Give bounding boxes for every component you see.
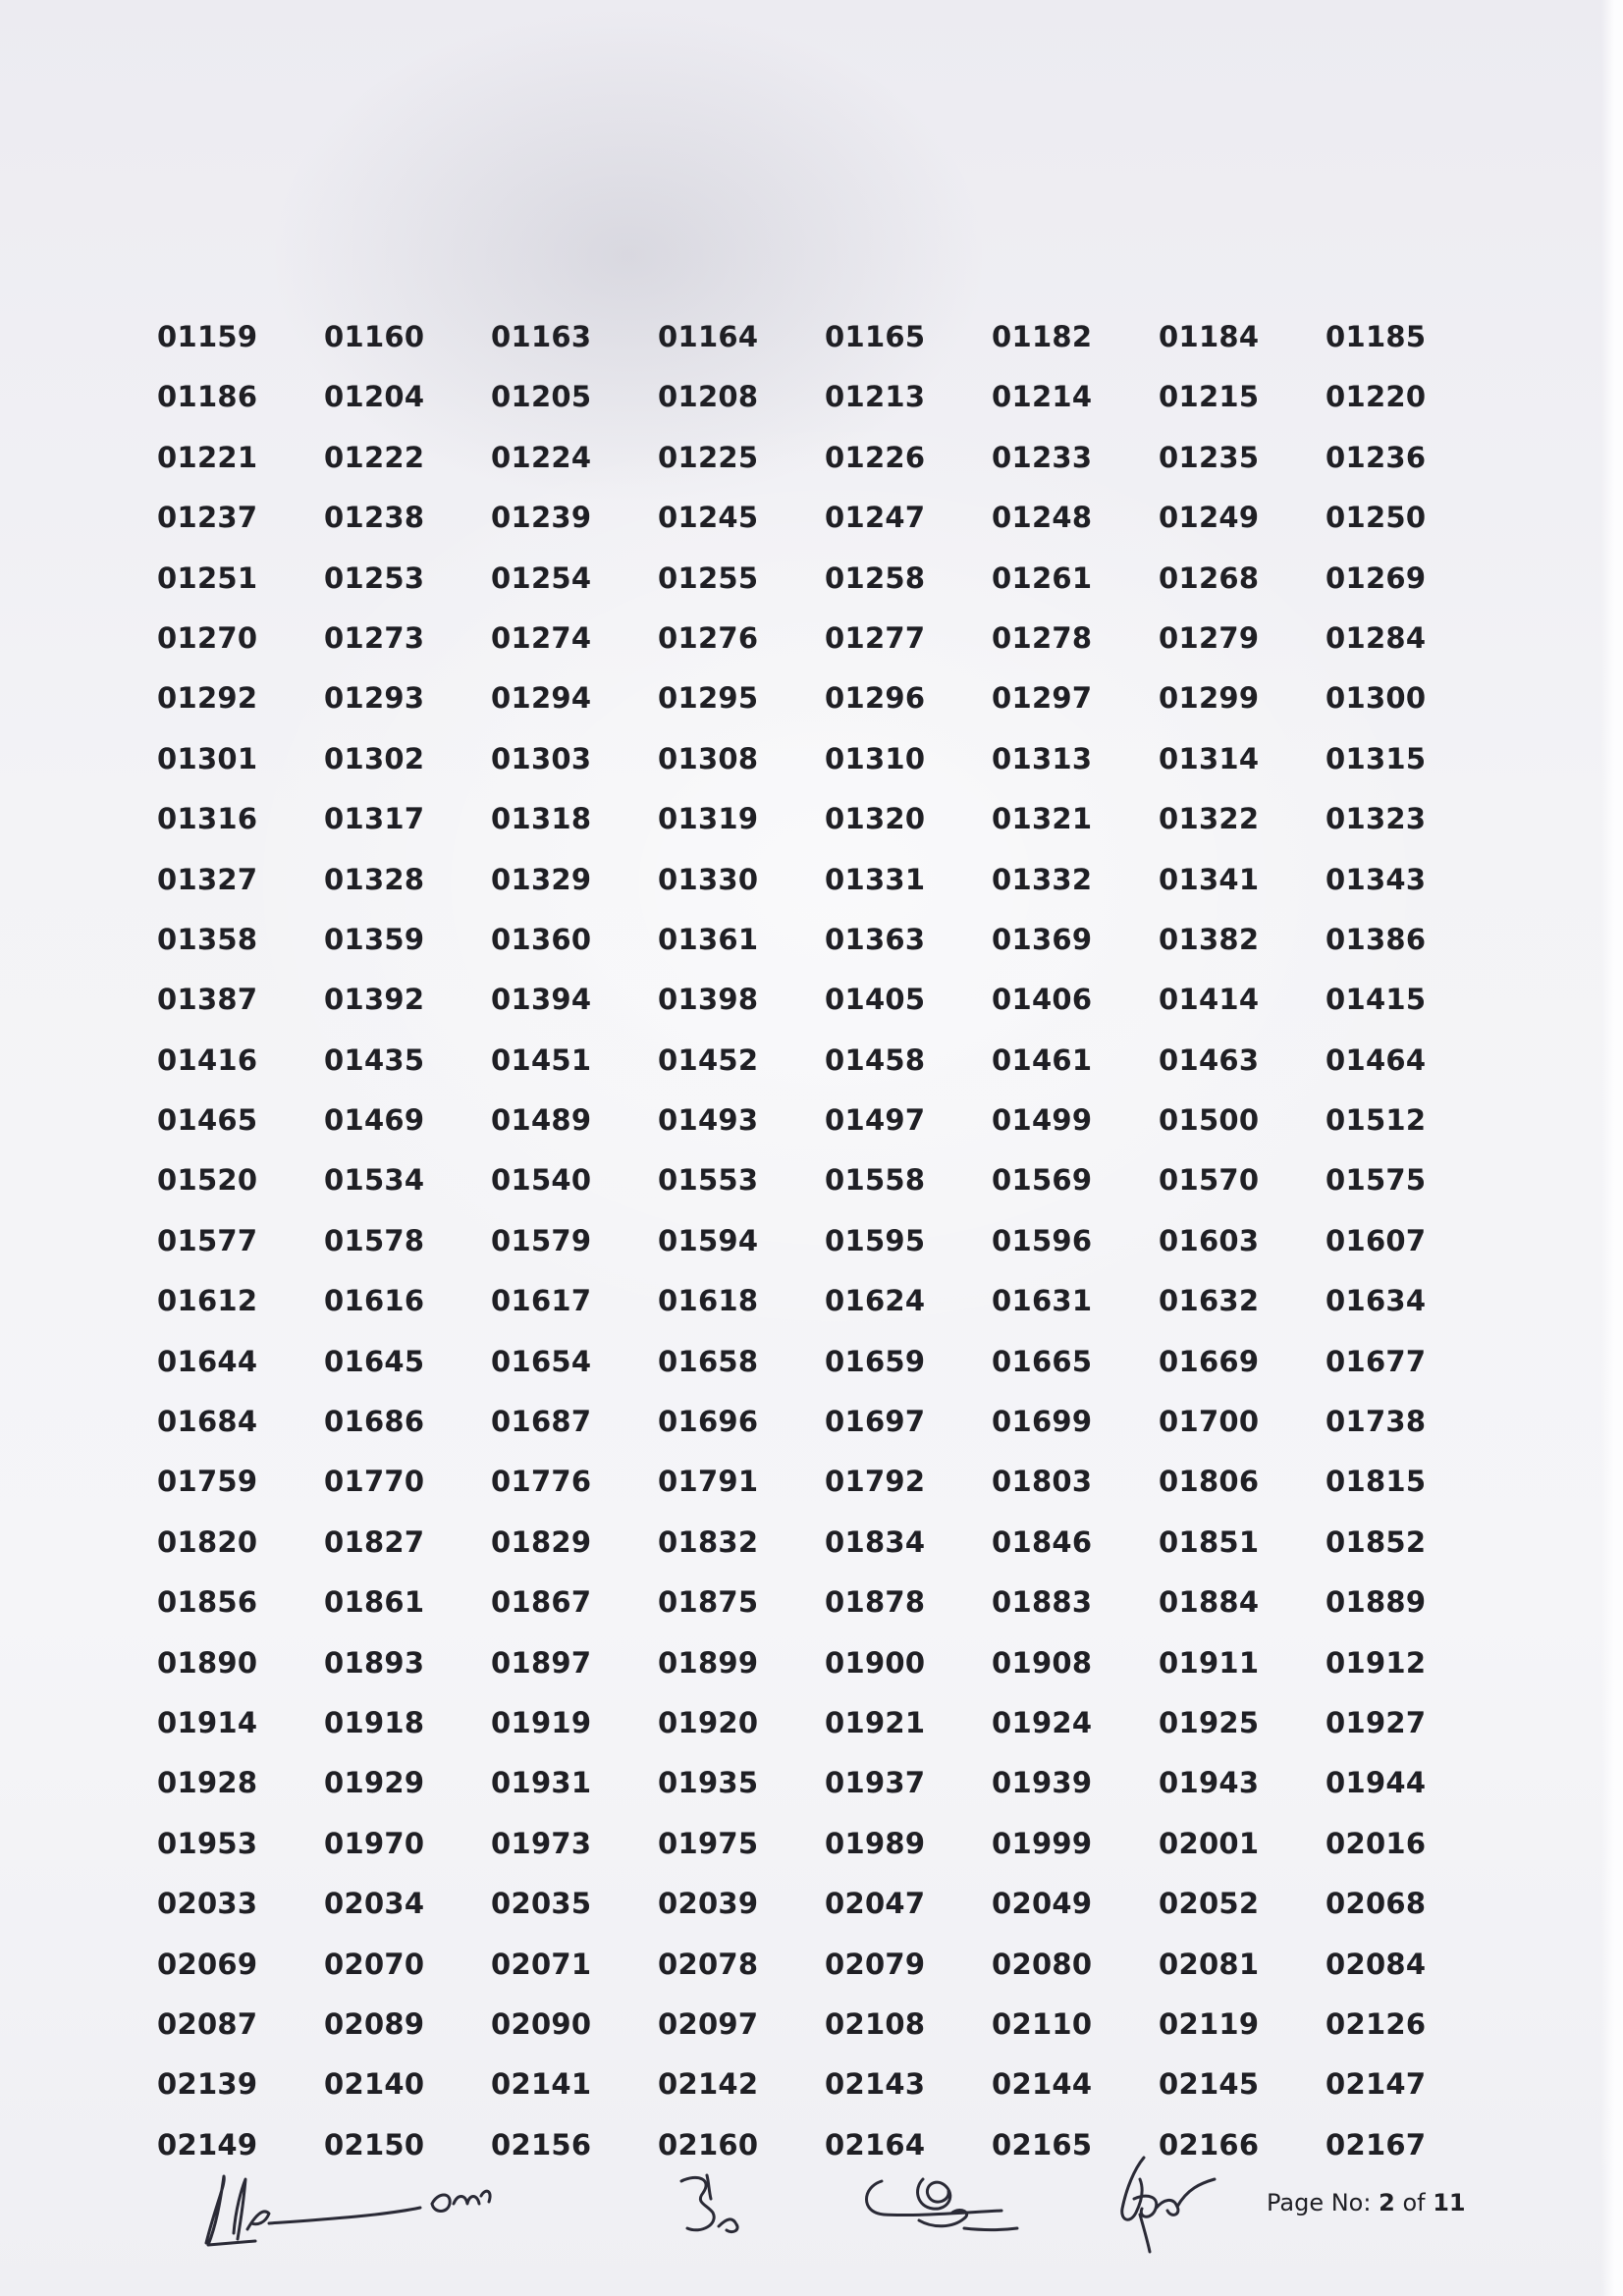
number-cell: 02016 [1325, 1826, 1427, 1860]
number-cell: 01405 [825, 983, 926, 1017]
number-cell: 01239 [491, 501, 592, 535]
number-cell: 01341 [1159, 862, 1260, 896]
number-cell: 01386 [1325, 922, 1427, 956]
number-cell: 01159 [157, 320, 258, 353]
number-cell: 01331 [825, 862, 926, 896]
number-cell: 01594 [658, 1223, 759, 1257]
number-cell: 01463 [1159, 1042, 1260, 1077]
number-grid [157, 307, 1473, 2175]
number-cell: 01245 [658, 501, 759, 535]
number-cell: 02119 [1159, 2006, 1260, 2041]
number-cell: 01292 [157, 681, 258, 716]
number-cell: 02143 [825, 2067, 926, 2102]
number-cell: 02079 [825, 1947, 926, 1981]
number-cell: 01316 [157, 802, 258, 836]
number-cell: 01184 [1159, 320, 1260, 353]
number-cell: 01493 [658, 1103, 759, 1138]
number-cell: 02090 [491, 2006, 592, 2041]
number-cell: 01497 [825, 1103, 926, 1138]
number-cell: 01558 [825, 1163, 926, 1198]
number-cell: 01686 [324, 1405, 425, 1439]
number-cell: 01415 [1325, 983, 1427, 1017]
number-cell: 01255 [658, 561, 759, 595]
number-cell: 02001 [1159, 1826, 1260, 1860]
number-cell: 01612 [157, 1284, 258, 1318]
number-cell: 01293 [324, 681, 425, 716]
number-cell: 01165 [825, 320, 926, 353]
number-cell: 01310 [825, 741, 926, 775]
number-cell: 02089 [324, 2006, 425, 2041]
number-cell: 01770 [324, 1465, 425, 1499]
number-cell: 01595 [825, 1223, 926, 1257]
number-cell: 01900 [825, 1645, 926, 1680]
number-cell: 01329 [491, 862, 592, 896]
number-cell: 01512 [1325, 1103, 1427, 1138]
number-cell: 01276 [658, 620, 759, 655]
number-cell: 01687 [491, 1405, 592, 1439]
number-cell: 02108 [825, 2006, 926, 2041]
number-cell: 01665 [992, 1344, 1093, 1378]
number-cell: 01684 [157, 1405, 258, 1439]
number-cell: 02167 [1325, 2127, 1427, 2162]
number-cell: 01224 [491, 440, 592, 474]
number-cell: 01973 [491, 1826, 592, 1860]
number-cell: 01394 [491, 983, 592, 1017]
number-cell: 01927 [1325, 1705, 1427, 1739]
number-cell: 01237 [157, 501, 258, 535]
number-cell: 01918 [324, 1705, 425, 1739]
number-cell: 01360 [491, 922, 592, 956]
number-cell: 01939 [992, 1766, 1093, 1800]
number-cell: 01931 [491, 1766, 592, 1800]
number-cell: 01163 [491, 320, 592, 353]
signature-4 [1105, 2150, 1242, 2258]
number-cell: 01944 [1325, 1766, 1427, 1800]
number-cell: 01387 [157, 983, 258, 1017]
number-cell: 02144 [992, 2067, 1093, 2102]
number-cell: 01369 [992, 922, 1093, 956]
number-cell: 01301 [157, 741, 258, 775]
number-cell: 01953 [157, 1826, 258, 1860]
number-cell: 01631 [992, 1284, 1093, 1318]
number-cell: 01361 [658, 922, 759, 956]
number-cell: 01279 [1159, 620, 1260, 655]
number-cell: 01924 [992, 1705, 1093, 1739]
number-cell: 02069 [157, 1947, 258, 1981]
number-cell: 01249 [1159, 501, 1260, 535]
number-cell: 02070 [324, 1947, 425, 1981]
number-cell: 01464 [1325, 1042, 1427, 1077]
number-cell: 01160 [324, 320, 425, 353]
number-cell: 02047 [825, 1887, 926, 1921]
number-cell: 01759 [157, 1465, 258, 1499]
number-cell: 01884 [1159, 1585, 1260, 1620]
number-cell: 01827 [324, 1524, 425, 1559]
number-cell: 01803 [992, 1465, 1093, 1499]
number-cell: 01534 [324, 1163, 425, 1198]
number-cell: 01205 [491, 380, 592, 414]
number-cell: 01618 [658, 1284, 759, 1318]
number-cell: 01912 [1325, 1645, 1427, 1680]
number-cell: 01791 [658, 1465, 759, 1499]
number-cell: 01204 [324, 380, 425, 414]
number-cell: 01435 [324, 1042, 425, 1077]
number-cell: 01699 [992, 1405, 1093, 1439]
number-cell: 01792 [825, 1465, 926, 1499]
number-cell: 02156 [491, 2127, 592, 2162]
number-cell: 01314 [1159, 741, 1260, 775]
number-cell: 01297 [992, 681, 1093, 716]
number-cell: 02097 [658, 2006, 759, 2041]
number-cell: 01624 [825, 1284, 926, 1318]
number-cell: 01343 [1325, 862, 1427, 896]
number-cell: 01908 [992, 1645, 1093, 1680]
number-cell: 02147 [1325, 2067, 1427, 2102]
number-cell: 01499 [992, 1103, 1093, 1138]
number-cell: 01856 [157, 1585, 258, 1620]
number-cell: 02078 [658, 1947, 759, 1981]
number-cell: 01632 [1159, 1284, 1260, 1318]
number-cell: 01295 [658, 681, 759, 716]
number-cell: 01654 [491, 1344, 592, 1378]
number-cell: 01999 [992, 1826, 1093, 1860]
number-cell: 02164 [825, 2127, 926, 2162]
number-cell: 02080 [992, 1947, 1093, 1981]
number-cell: 02140 [324, 2067, 425, 2102]
number-cell: 02166 [1159, 2127, 1260, 2162]
number-cell: 01738 [1325, 1405, 1427, 1439]
number-cell: 02160 [658, 2127, 759, 2162]
number-cell: 01261 [992, 561, 1093, 595]
number-cell: 01458 [825, 1042, 926, 1077]
number-cell: 01815 [1325, 1465, 1427, 1499]
number-cell: 01323 [1325, 802, 1427, 836]
number-cell: 01616 [324, 1284, 425, 1318]
number-cell: 01669 [1159, 1344, 1260, 1378]
number-cell: 01186 [157, 380, 258, 414]
number-cell: 01970 [324, 1826, 425, 1860]
number-cell: 01659 [825, 1344, 926, 1378]
number-cell: 01579 [491, 1223, 592, 1257]
number-cell: 01867 [491, 1585, 592, 1620]
number-cell: 01861 [324, 1585, 425, 1620]
number-cell: 01921 [825, 1705, 926, 1739]
number-cell: 01452 [658, 1042, 759, 1077]
number-cell: 01696 [658, 1405, 759, 1439]
number-cell: 01603 [1159, 1223, 1260, 1257]
number-cell: 01330 [658, 862, 759, 896]
number-cell: 01928 [157, 1766, 258, 1800]
number-cell: 01645 [324, 1344, 425, 1378]
number-cell: 01607 [1325, 1223, 1427, 1257]
number-cell: 01578 [324, 1223, 425, 1257]
number-cell: 01296 [825, 681, 926, 716]
number-cell: 01225 [658, 440, 759, 474]
number-cell: 01213 [825, 380, 926, 414]
number-cell: 01303 [491, 741, 592, 775]
number-cell: 01251 [157, 561, 258, 595]
page-number-label: Page No: [1267, 2189, 1372, 2216]
number-cell: 01975 [658, 1826, 759, 1860]
number-cell: 01328 [324, 862, 425, 896]
number-cell: 01883 [992, 1585, 1093, 1620]
number-cell: 01570 [1159, 1163, 1260, 1198]
number-cell: 01935 [658, 1766, 759, 1800]
number-cell: 01416 [157, 1042, 258, 1077]
number-cell: 01300 [1325, 681, 1427, 716]
number-cell: 01319 [658, 802, 759, 836]
number-cell: 01294 [491, 681, 592, 716]
number-cell: 01363 [825, 922, 926, 956]
number-cell: 01317 [324, 802, 425, 836]
number-cell: 01270 [157, 620, 258, 655]
number-cell: 01852 [1325, 1524, 1427, 1559]
number-cell: 01315 [1325, 741, 1427, 775]
number-cell: 01322 [1159, 802, 1260, 836]
number-cell: 01889 [1325, 1585, 1427, 1620]
number-cell: 01327 [157, 862, 258, 896]
number-cell: 01937 [825, 1766, 926, 1800]
number-cell: 02142 [658, 2067, 759, 2102]
page-number [1267, 2189, 1466, 2216]
number-cell: 01215 [1159, 380, 1260, 414]
number-cell: 01253 [324, 561, 425, 595]
number-cell: 01182 [992, 320, 1093, 353]
number-cell: 01358 [157, 922, 258, 956]
number-cell: 02145 [1159, 2067, 1260, 2102]
number-cell: 01596 [992, 1223, 1093, 1257]
number-cell: 01697 [825, 1405, 926, 1439]
number-cell: 02149 [157, 2127, 258, 2162]
number-cell: 01700 [1159, 1405, 1260, 1439]
number-cell: 01451 [491, 1042, 592, 1077]
number-cell: 01359 [324, 922, 425, 956]
number-cell: 01238 [324, 501, 425, 535]
signature-1 [187, 2164, 520, 2253]
number-cell: 01235 [1159, 440, 1260, 474]
number-cell: 01553 [658, 1163, 759, 1198]
number-cell: 02033 [157, 1887, 258, 1921]
number-cell: 02110 [992, 2006, 1093, 2041]
number-cell: 01914 [157, 1705, 258, 1739]
number-cell: 01308 [658, 741, 759, 775]
number-cell: 01236 [1325, 440, 1427, 474]
number-cell: 01911 [1159, 1645, 1260, 1680]
number-cell: 01469 [324, 1103, 425, 1138]
number-cell: 02087 [157, 2006, 258, 2041]
number-cell: 01500 [1159, 1103, 1260, 1138]
signature-2 [668, 2169, 766, 2248]
number-cell: 01258 [825, 561, 926, 595]
number-cell: 01465 [157, 1103, 258, 1138]
number-cell: 01634 [1325, 1284, 1427, 1318]
number-cell: 01382 [1159, 922, 1260, 956]
number-cell: 01318 [491, 802, 592, 836]
number-cell: 02126 [1325, 2006, 1427, 2041]
number-cell: 01278 [992, 620, 1093, 655]
number-cell: 01569 [992, 1163, 1093, 1198]
number-cell: 01820 [157, 1524, 258, 1559]
number-cell: 01250 [1325, 501, 1427, 535]
number-cell: 01320 [825, 802, 926, 836]
number-cell: 01834 [825, 1524, 926, 1559]
number-cell: 01220 [1325, 380, 1427, 414]
paper-edge [1601, 0, 1623, 2296]
number-cell: 01233 [992, 440, 1093, 474]
number-cell: 01392 [324, 983, 425, 1017]
number-cell: 02084 [1325, 1947, 1427, 1981]
number-cell: 01461 [992, 1042, 1093, 1077]
number-cell: 01274 [491, 620, 592, 655]
number-cell: 01226 [825, 440, 926, 474]
number-cell: 01302 [324, 741, 425, 775]
number-cell: 01185 [1325, 320, 1427, 353]
number-cell: 01254 [491, 561, 592, 595]
number-cell: 01644 [157, 1344, 258, 1378]
number-cell: 02039 [658, 1887, 759, 1921]
number-cell: 01943 [1159, 1766, 1260, 1800]
number-cell: 02035 [491, 1887, 592, 1921]
number-cell: 02141 [491, 2067, 592, 2102]
number-cell: 01776 [491, 1465, 592, 1499]
number-cell: 01273 [324, 620, 425, 655]
number-cell: 01577 [157, 1223, 258, 1257]
number-cell: 02052 [1159, 1887, 1260, 1921]
number-cell: 01520 [157, 1163, 258, 1198]
page-number-of: of [1402, 2189, 1426, 2216]
page-number-current: 2 [1379, 2189, 1395, 2216]
number-cell: 02049 [992, 1887, 1093, 1921]
number-cell: 01929 [324, 1766, 425, 1800]
number-cell: 01414 [1159, 983, 1260, 1017]
number-cell: 01321 [992, 802, 1093, 836]
number-cell: 01398 [658, 983, 759, 1017]
number-cell: 01277 [825, 620, 926, 655]
number-cell: 01540 [491, 1163, 592, 1198]
number-cell: 01214 [992, 380, 1093, 414]
number-cell: 01658 [658, 1344, 759, 1378]
number-cell: 02165 [992, 2127, 1093, 2162]
number-cell: 01893 [324, 1645, 425, 1680]
number-cell: 02081 [1159, 1947, 1260, 1981]
number-cell: 02068 [1325, 1887, 1427, 1921]
number-cell: 01677 [1325, 1344, 1427, 1378]
number-cell: 01208 [658, 380, 759, 414]
number-cell: 01313 [992, 741, 1093, 775]
number-cell: 01920 [658, 1705, 759, 1739]
number-cell: 01806 [1159, 1465, 1260, 1499]
number-cell: 01875 [658, 1585, 759, 1620]
number-cell: 01222 [324, 440, 425, 474]
number-cell: 01221 [157, 440, 258, 474]
number-cell: 01248 [992, 501, 1093, 535]
number-cell: 01846 [992, 1524, 1093, 1559]
page-number-total: 11 [1433, 2189, 1466, 2216]
number-cell: 02150 [324, 2127, 425, 2162]
number-cell: 01617 [491, 1284, 592, 1318]
signature-3 [854, 2160, 1031, 2248]
number-cell: 01164 [658, 320, 759, 353]
number-cell: 01299 [1159, 681, 1260, 716]
number-cell: 01332 [992, 862, 1093, 896]
number-cell: 02139 [157, 2067, 258, 2102]
number-cell: 01268 [1159, 561, 1260, 595]
number-cell: 01989 [825, 1826, 926, 1860]
number-cell: 01284 [1325, 620, 1427, 655]
number-cell: 01878 [825, 1585, 926, 1620]
number-cell: 01575 [1325, 1163, 1427, 1198]
number-cell: 01489 [491, 1103, 592, 1138]
number-cell: 01829 [491, 1524, 592, 1559]
number-cell: 01851 [1159, 1524, 1260, 1559]
number-cell: 01832 [658, 1524, 759, 1559]
number-cell: 01890 [157, 1645, 258, 1680]
number-cell: 02071 [491, 1947, 592, 1981]
number-cell: 01897 [491, 1645, 592, 1680]
number-cell: 01247 [825, 501, 926, 535]
number-cell: 01925 [1159, 1705, 1260, 1739]
number-cell: 01899 [658, 1645, 759, 1680]
number-cell: 01919 [491, 1705, 592, 1739]
number-cell: 01269 [1325, 561, 1427, 595]
number-cell: 02034 [324, 1887, 425, 1921]
number-cell: 01406 [992, 983, 1093, 1017]
